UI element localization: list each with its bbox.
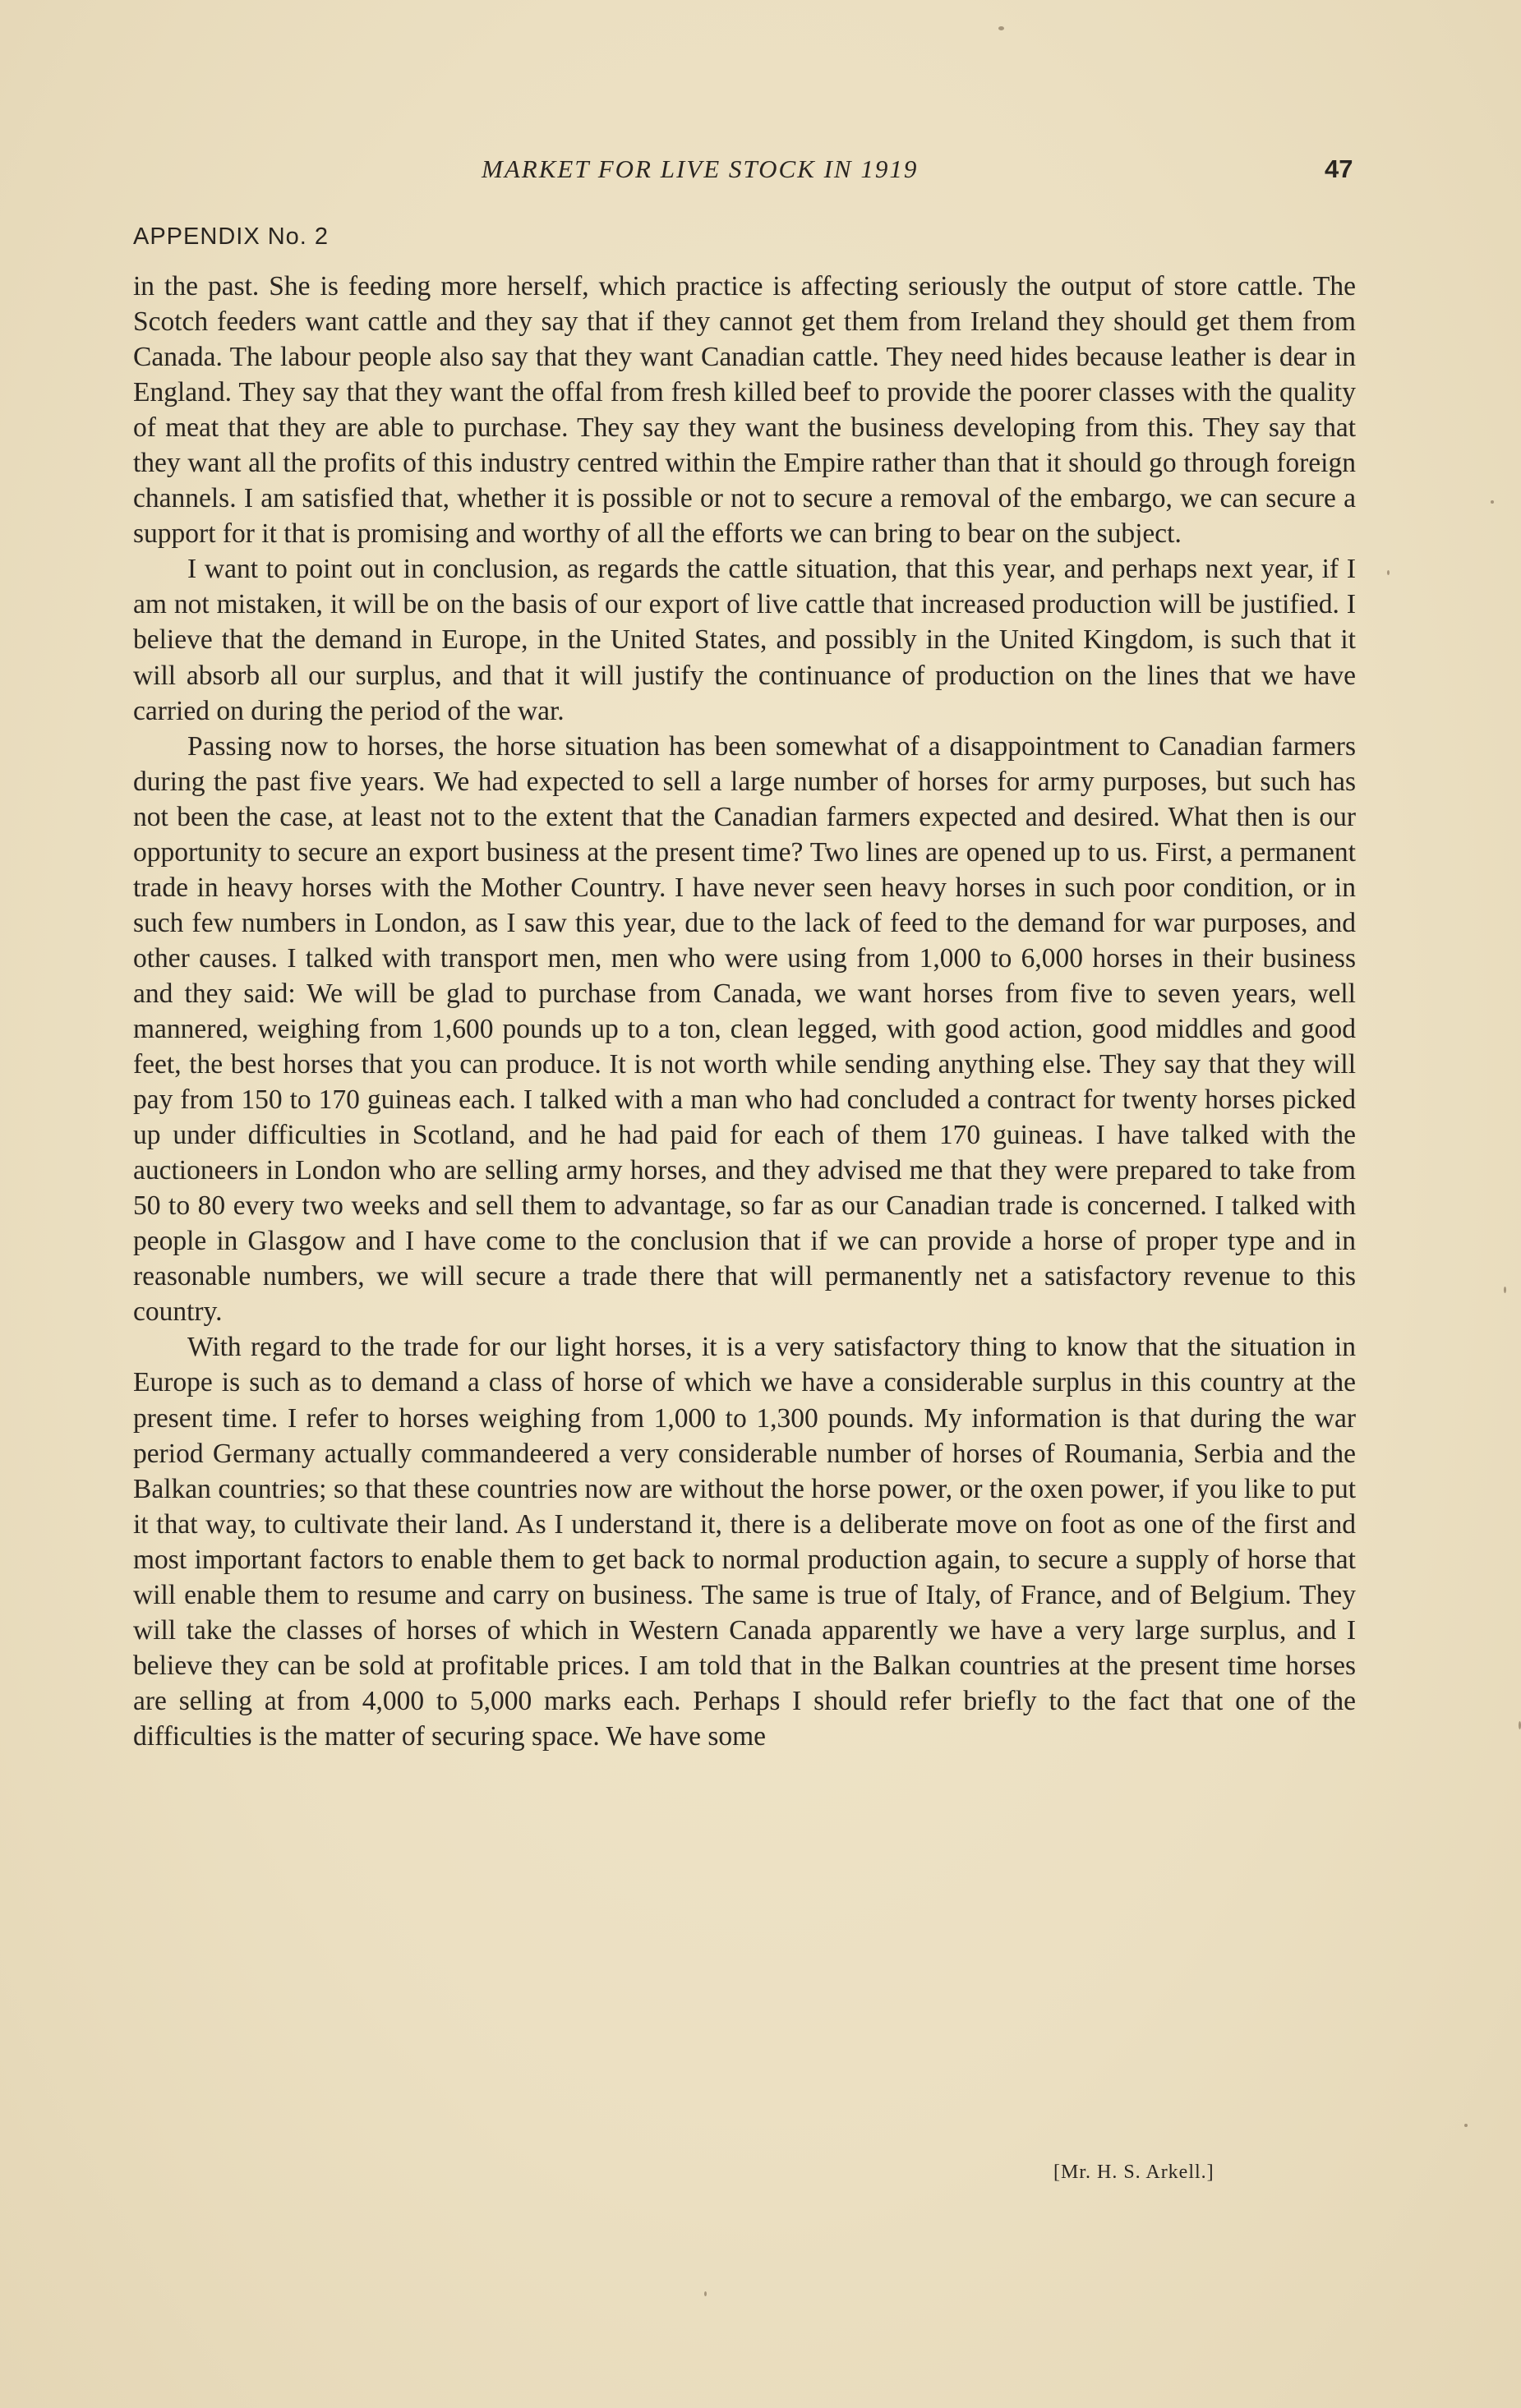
speaker-attribution: [Mr. H. S. Arkell.] (1053, 2162, 1214, 2183)
paper-speck (704, 2291, 707, 2296)
paper-speck (1387, 570, 1390, 575)
paper-speck (1504, 1287, 1506, 1293)
paragraph-3: Passing now to horses, the horse situation has been somewhat of a disappointment to Canadian farmers during the past five years. We had expected to sell a large number of horses for army purposes, but such has not been the case, at least not to the extent that the Canadian farmers expected and desired. What then is our opportunity to secure an export business at the present time? Two lines are opened up to us. First, a permanent trade in heavy horses with the Mother Country. I have never seen heavy horses in such poor condition, or in such few numbers in London, as I saw this year, due to the lack of feed to the demand for war purposes, and other causes. I talked with transport men, men who were using from 1,000 to 6,000 horses in their business and they said: We will be glad to purchase from Canada, we want horses from five to seven years, well mannered, weighing from 1,600 pounds up to a ton, clean legged, with good action, good middles and good feet, the best horses that you can produce. It is not worth while sending anything else. They say that they will pay from 150 to 170 guineas each. I talked with a man who had concluded a contract for twenty horses picked up under difficulties in Scotland, and he had paid for each of them 170 guineas. I have talked with the auctioneers in London who are selling army horses, and they advised me that they were prepared to take from 50 to 80 every two weeks and sell them to advantage, so far as our Canadian trade is concerned. I talked with people in Glasgow and I have come to the conclusion that if we can provide a horse of proper type and in reasonable numbers, we will secure a trade there that will permanently net a satisfactory revenue to this country. (133, 730, 1356, 1328)
paper-speck (998, 26, 1004, 30)
paragraph-2: I want to point out in conclusion, as regards the cattle situation, that this year, and perhaps next year, if I am not mistaken, it will be on the basis of our export of live cattle that increased production will be justified. I believe that the demand in Europe, in the United States, and possibly in the United Kingdom, is such that it will absorb all our surplus, and that it will justify the continuance of production on the lines that we have carried on during the period of the war. (133, 554, 1356, 726)
paragraph-4: With regard to the trade for our light horses, it is a very satisfactory thing to know that the situation in Europe is such as to demand a class of horse of which we have a considerable surplus in this country at the present time. I refer to horses weighing from 1,000 to 1,300 pounds. My information is that during the war period Germany actually commandeered a very considerable number of horses of Roumania, Serbia and the Balkan countries; so that these countries now are without the horse power, or the oxen power, if you like to put it that way, to cultivate their land. As I understand it, there is a deliberate move on foot as one of the first and most important factors to enable them to get back to normal production again, to secure a supply of horse that will enable them to resume and carry on business. The same is true of Italy, of France, and of Belgium. They will take the classes of horses of which in Western Canada apparently we have a very large surplus, and I believe they can be sold at profitable prices. I am told that in the Balkan countries at the present time horses are selling at from 4,000 to 5,000 marks each. Perhaps I should refer briefly to the fact that one of the difficulties is the matter of securing space. We have some (133, 1332, 1356, 1752)
running-title: MARKET FOR LIVE STOCK IN 1919 (482, 154, 919, 183)
running-head (0, 154, 1521, 196)
page-number: 47 (1325, 154, 1353, 183)
appendix-label: APPENDIX No. 2 (133, 223, 330, 250)
paragraph-1: in the past. She is feeding more herself, which practice is affecting seriously the output of store cattle. The Scotch feeders want cattle and they say that if they cannot get them from Ireland they should get them from Canada. The labour people also say that they want Canadian cattle. They need hides because leather is dear in England. They say that they want the offal from fresh killed beef to provide the poorer classes with the quality of meat that they are able to purchase. They say they want the business developing from this. They say that they want all the profits of this industry centred within the Empire rather than that it should go through foreign channels. I am satisfied that, whether it is possible or not to secure a removal of the embargo, we can secure a support for it that is promising and worthy of all the efforts we can bring to bear on the subject. (133, 271, 1356, 550)
body-text (133, 269, 1356, 1754)
paper-speck (1464, 2124, 1468, 2127)
paper-speck (1491, 500, 1494, 504)
